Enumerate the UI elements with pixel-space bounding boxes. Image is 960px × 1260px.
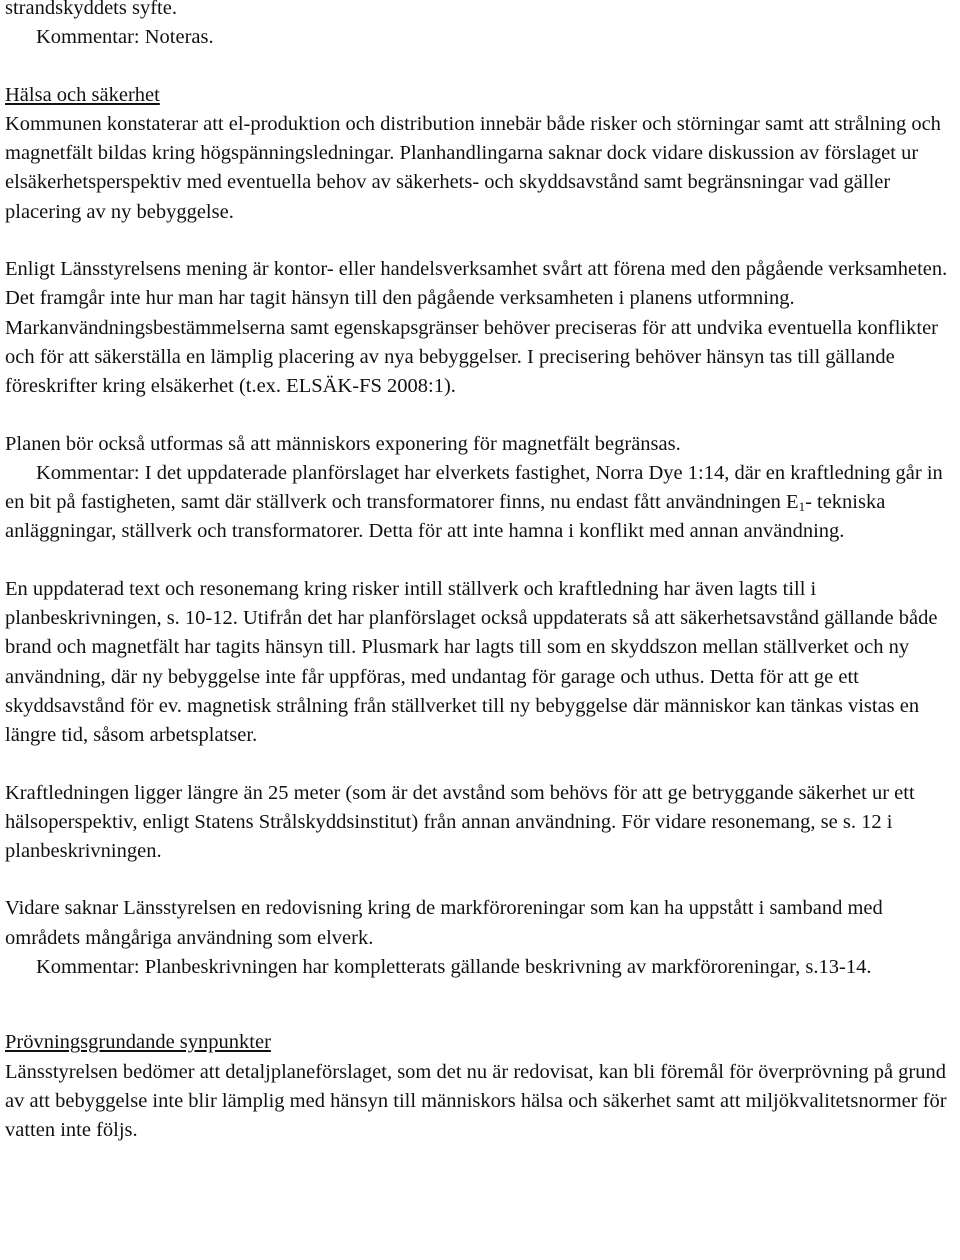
document-page [5, 0, 955, 1146]
comment-paragraph [5, 459, 955, 547]
paragraph: Planen bör också utformas så att människors exponering för magnetfält begränsas. [5, 432, 681, 455]
paragraph: Länsstyrelsen bedömer att detaljplaneförslaget, som det nu är redovisat, kan bli föremål för överprövning på grund av att bebyggelse inte blir lämplig med hänsyn till människors hälsa och säkerhet samt att miljökvalitetsnormer för vatten inte följs. [5, 1060, 947, 1142]
section-heading-review: Prövningsgrundande synpunkter [5, 1031, 271, 1054]
paragraph: Kommunen konstaterar att el-produktion och distribution innebär både risker och störningar samt att strålning och magnetfält bildas kring högspänningsledningar. Planhandlingarna saknar dock vidare diskussion av förslaget ur elsäkerhetsperspektiv med eventuella behov av säkerhets- och skyddsavstånd samt begränsningar vad gäller placering av ny bebyggelse. [5, 112, 941, 223]
comment-text: - tekniska anläggningar, ställverk och transformatorer. Detta för att inte hamna i konflikt med annan användning. [5, 491, 886, 543]
section-heading-health: Hälsa och säkerhet [5, 83, 160, 106]
text-line: strandskyddets syfte. [5, 0, 177, 19]
paragraph: Kraftledningen ligger längre än 25 meter (som är det avstånd som behövs för att ge betryggande säkerhet ur ett hälsoperspektiv, enligt Statens Strålskyddsinstitut) från annan användning. För vidare resonemang, se s. 12 i planbeskrivningen. [5, 781, 915, 863]
comment-paragraph: Kommentar: Planbeskrivningen har kompletterats gällande beskrivning av markföroreningar, s.13-14. [36, 956, 872, 979]
comment-text: Kommentar: I det uppdaterade planförslaget har elverkets fastighet, Norra Dye 1:14, där en kraftledning går in en bit på fastigheten, samt där ställverk och transformatorer finns, nu endast fått användningen E [5, 461, 943, 514]
subscript: 1 [798, 499, 806, 515]
paragraph: Vidare saknar Länsstyrelsen en redovisning kring de markföroreningar som kan ha uppstått i samband med områdets mångåriga användning som elverk. [5, 897, 883, 949]
comment-line: Kommentar: Noteras. [36, 26, 214, 49]
paragraph: En uppdaterad text och resonemang kring risker intill ställverk och kraftledning har även lagts till i planbeskrivningen, s. 10-12. Utifrån det har planförslaget också uppdaterats så att säkerhetsavstånd gällande både brand och magnetfält har tagits hänsyn till. Plusmark har lagts till som en skyddszon mellan ställverket och ny användning, där ny bebyggelse inte får uppföras, med undantag för garage och uthus. Detta för att ge ett skyddsavstånd för ev. magnetisk strålning från ställverket till ny bebyggelse där människor kan tänkas vistas en längre tid, såsom arbetsplatser. [5, 577, 938, 747]
paragraph: Enligt Länsstyrelsens mening är kontor- eller handelsverksamhet svårt att förena med den pågående verksamheten. Det framgår inte hur man har tagit hänsyn till den pågående verksamheten i planens utformning. Markanvändningsbestämmelserna samt egenskapsgränser behöver preciseras för att undvika eventuella konflikter och för att säkerställa en lämplig placering av nya bebyggelser. I precisering behöver hänsyn tas till gällande föreskrifter kring elsäkerhet (t.ex. ELSÄK-FS 2008:1). [5, 258, 948, 398]
